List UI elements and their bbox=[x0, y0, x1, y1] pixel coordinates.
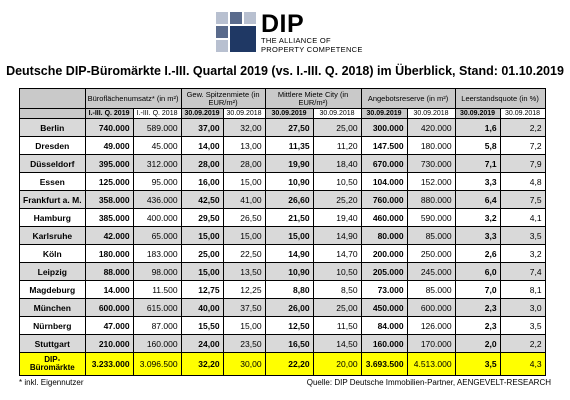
totals-cell: 32,20 bbox=[181, 353, 223, 376]
column-subheader: 30.09.2018 bbox=[223, 109, 265, 119]
table-cell: 160.000 bbox=[361, 335, 407, 353]
table-cell: 245.000 bbox=[407, 263, 455, 281]
table-cell: 15,50 bbox=[181, 317, 223, 335]
table-cell: 26,50 bbox=[223, 209, 265, 227]
table-cell: 460.000 bbox=[361, 209, 407, 227]
table-cell: 11,50 bbox=[313, 317, 361, 335]
table-cell: 15,00 bbox=[181, 227, 223, 245]
table-cell: 73.000 bbox=[361, 281, 407, 299]
totals-cell: 4,3 bbox=[500, 353, 545, 376]
table-cell: 8,50 bbox=[313, 281, 361, 299]
table-cell: 4,8 bbox=[500, 173, 545, 191]
group-header: Büroflächenumsatz* (in m²) bbox=[85, 89, 181, 109]
table-cell: 65.000 bbox=[133, 227, 181, 245]
table-cell: 40,00 bbox=[181, 299, 223, 317]
table-cell: 10,50 bbox=[313, 173, 361, 191]
table-cell: 19,90 bbox=[265, 155, 313, 173]
column-subheader: 30.09.2018 bbox=[500, 109, 545, 119]
table-cell: 13,00 bbox=[223, 137, 265, 155]
dip-logo-icon bbox=[216, 12, 256, 52]
totals-cell: 20,00 bbox=[313, 353, 361, 376]
table-cell: 3,3 bbox=[455, 173, 500, 191]
city-name: Hamburg bbox=[20, 209, 86, 227]
group-header: Angebotsreserve (in m²) bbox=[361, 89, 455, 109]
table-cell: 12,75 bbox=[181, 281, 223, 299]
table-group-header-row bbox=[20, 89, 546, 109]
dip-logo bbox=[216, 12, 416, 54]
table-cell: 615.000 bbox=[133, 299, 181, 317]
table-cell: 10,90 bbox=[265, 263, 313, 281]
table-cell: 589.000 bbox=[133, 119, 181, 137]
table-cell: 760.000 bbox=[361, 191, 407, 209]
table-cell: 183.000 bbox=[133, 245, 181, 263]
column-subheader: 30.09.2018 bbox=[407, 109, 455, 119]
table-subheader-row bbox=[20, 109, 546, 119]
source-note: Quelle: DIP Deutsche Immobilien-Partner, AENGEVELT-RESEARCH bbox=[306, 378, 551, 387]
table-cell: 385.000 bbox=[85, 209, 133, 227]
table-cell: 436.000 bbox=[133, 191, 181, 209]
table-cell: 312.000 bbox=[133, 155, 181, 173]
table-cell: 730.000 bbox=[407, 155, 455, 173]
column-subheader: 30.09.2019 bbox=[361, 109, 407, 119]
city-name: Leipzig bbox=[20, 263, 86, 281]
table-row bbox=[20, 317, 546, 335]
table-cell: 7,1 bbox=[455, 155, 500, 173]
table-cell: 5,8 bbox=[455, 137, 500, 155]
totals-row bbox=[20, 353, 546, 376]
table-cell: 15,00 bbox=[181, 263, 223, 281]
city-name: Magdeburg bbox=[20, 281, 86, 299]
table-cell: 7,5 bbox=[500, 191, 545, 209]
table-cell: 14,50 bbox=[313, 335, 361, 353]
table-cell: 27,50 bbox=[265, 119, 313, 137]
table-cell: 12,50 bbox=[265, 317, 313, 335]
table-row bbox=[20, 209, 546, 227]
table-cell: 95.000 bbox=[133, 173, 181, 191]
table-cell: 84.000 bbox=[361, 317, 407, 335]
table-cell: 147.500 bbox=[361, 137, 407, 155]
city-name: Berlin bbox=[20, 119, 86, 137]
table-cell: 37,50 bbox=[223, 299, 265, 317]
city-name: Karlsruhe bbox=[20, 227, 86, 245]
column-subheader: 30.09.2019 bbox=[455, 109, 500, 119]
table-row bbox=[20, 119, 546, 137]
table-cell: 26,00 bbox=[265, 299, 313, 317]
table-row bbox=[20, 191, 546, 209]
table-cell: 12,25 bbox=[223, 281, 265, 299]
table-cell: 420.000 bbox=[407, 119, 455, 137]
table-cell: 14,90 bbox=[265, 245, 313, 263]
table-row bbox=[20, 299, 546, 317]
table-cell: 126.000 bbox=[407, 317, 455, 335]
table-cell: 10,50 bbox=[313, 263, 361, 281]
table-cell: 7,2 bbox=[500, 137, 545, 155]
totals-cell: 3.233.000 bbox=[85, 353, 133, 376]
table-cell: 7,0 bbox=[455, 281, 500, 299]
table-cell: 1,6 bbox=[455, 119, 500, 137]
table-cell: 42,50 bbox=[181, 191, 223, 209]
table-cell: 400.000 bbox=[133, 209, 181, 227]
table-cell: 15,00 bbox=[223, 317, 265, 335]
table-cell: 15,00 bbox=[265, 227, 313, 245]
table-cell: 11.500 bbox=[133, 281, 181, 299]
table-cell: 14,70 bbox=[313, 245, 361, 263]
totals-label: DIP-Büromärkte bbox=[20, 353, 86, 376]
table-cell: 3,2 bbox=[455, 209, 500, 227]
table-row bbox=[20, 245, 546, 263]
totals-cell: 22,20 bbox=[265, 353, 313, 376]
table-cell: 14,00 bbox=[181, 137, 223, 155]
table-cell: 880.000 bbox=[407, 191, 455, 209]
office-market-table bbox=[19, 88, 546, 376]
table-cell: 18,40 bbox=[313, 155, 361, 173]
table-cell: 85.000 bbox=[407, 281, 455, 299]
table-row bbox=[20, 137, 546, 155]
table-cell: 25,00 bbox=[181, 245, 223, 263]
table-cell: 180.000 bbox=[407, 137, 455, 155]
table-row bbox=[20, 155, 546, 173]
table-cell: 2,2 bbox=[500, 335, 545, 353]
table-cell: 3,3 bbox=[455, 227, 500, 245]
table-cell: 395.000 bbox=[85, 155, 133, 173]
column-subheader: I.-III. Q. 2019 bbox=[85, 109, 133, 119]
city-name: Düsseldorf bbox=[20, 155, 86, 173]
table-cell: 98.000 bbox=[133, 263, 181, 281]
group-header: Mittlere Miete City (in EUR/m²) bbox=[265, 89, 361, 109]
table-cell: 3,2 bbox=[500, 245, 545, 263]
table-cell: 16,50 bbox=[265, 335, 313, 353]
dip-logo-text bbox=[261, 11, 363, 54]
corner-cell bbox=[20, 89, 86, 109]
city-name: Köln bbox=[20, 245, 86, 263]
table-cell: 600.000 bbox=[85, 299, 133, 317]
table-cell: 25,20 bbox=[313, 191, 361, 209]
table-cell: 4,1 bbox=[500, 209, 545, 227]
table-cell: 2,3 bbox=[455, 299, 500, 317]
table-row bbox=[20, 227, 546, 245]
table-cell: 8,1 bbox=[500, 281, 545, 299]
table-cell: 740.000 bbox=[85, 119, 133, 137]
city-name: Frankfurt a. M. bbox=[20, 191, 86, 209]
column-subheader: 30.09.2019 bbox=[265, 109, 313, 119]
table-cell: 11,20 bbox=[313, 137, 361, 155]
table-cell: 85.000 bbox=[407, 227, 455, 245]
totals-cell: 3.693.500 bbox=[361, 353, 407, 376]
table-cell: 104.000 bbox=[361, 173, 407, 191]
table-cell: 37,00 bbox=[181, 119, 223, 137]
column-subheader: 30.09.2018 bbox=[313, 109, 361, 119]
table-cell: 2,0 bbox=[455, 335, 500, 353]
corner-cell bbox=[20, 109, 86, 119]
table-cell: 19,40 bbox=[313, 209, 361, 227]
table-cell: 180.000 bbox=[85, 245, 133, 263]
table-cell: 210.000 bbox=[85, 335, 133, 353]
table-cell: 152.000 bbox=[407, 173, 455, 191]
table-cell: 3,5 bbox=[500, 227, 545, 245]
table-cell: 15,00 bbox=[223, 173, 265, 191]
table-cell: 80.000 bbox=[361, 227, 407, 245]
table-cell: 170.000 bbox=[407, 335, 455, 353]
table-cell: 14.000 bbox=[85, 281, 133, 299]
logo-tagline-1: THE ALLIANCE OF bbox=[261, 36, 331, 45]
table-cell: 29,50 bbox=[181, 209, 223, 227]
table-cell: 2,2 bbox=[500, 119, 545, 137]
table-cell: 23,50 bbox=[223, 335, 265, 353]
table-cell: 8,80 bbox=[265, 281, 313, 299]
table-cell: 160.000 bbox=[133, 335, 181, 353]
table-row bbox=[20, 263, 546, 281]
table-cell: 200.000 bbox=[361, 245, 407, 263]
totals-cell: 4.513.000 bbox=[407, 353, 455, 376]
table-cell: 24,00 bbox=[181, 335, 223, 353]
footnote: * inkl. Eigennutzer bbox=[19, 378, 84, 387]
table-cell: 26,60 bbox=[265, 191, 313, 209]
table-cell: 21,50 bbox=[265, 209, 313, 227]
table-cell: 125.000 bbox=[85, 173, 133, 191]
table-cell: 7,9 bbox=[500, 155, 545, 173]
table-cell: 42.000 bbox=[85, 227, 133, 245]
table-cell: 7,4 bbox=[500, 263, 545, 281]
city-name: Essen bbox=[20, 173, 86, 191]
city-name: München bbox=[20, 299, 86, 317]
table-cell: 600.000 bbox=[407, 299, 455, 317]
group-header: Leerstandsquote (in %) bbox=[455, 89, 545, 109]
table-cell: 14,90 bbox=[313, 227, 361, 245]
table-cell: 28,00 bbox=[223, 155, 265, 173]
table-cell: 450.000 bbox=[361, 299, 407, 317]
column-subheader: I.-III. Q. 2018 bbox=[133, 109, 181, 119]
table-cell: 45.000 bbox=[133, 137, 181, 155]
table-cell: 88.000 bbox=[85, 263, 133, 281]
table-cell: 47.000 bbox=[85, 317, 133, 335]
table-cell: 2,3 bbox=[455, 317, 500, 335]
table-cell: 25,00 bbox=[313, 299, 361, 317]
table-cell: 250.000 bbox=[407, 245, 455, 263]
totals-cell: 30,00 bbox=[223, 353, 265, 376]
table-cell: 11,35 bbox=[265, 137, 313, 155]
table-row bbox=[20, 335, 546, 353]
table-cell: 300.000 bbox=[361, 119, 407, 137]
page-title: Deutsche DIP-Büromärkte I.-III. Quartal 2019 (vs. I.-III. Q. 2018) im Überblick, Stand: 01.10.2019 bbox=[6, 64, 564, 78]
table-cell: 41,00 bbox=[223, 191, 265, 209]
column-subheader: 30.09.2019 bbox=[181, 109, 223, 119]
table-cell: 15,00 bbox=[223, 227, 265, 245]
table-cell: 2,6 bbox=[455, 245, 500, 263]
table-cell: 3,0 bbox=[500, 299, 545, 317]
logo-tagline-2: PROPERTY COMPETENCE bbox=[261, 44, 363, 54]
table-cell: 205.000 bbox=[361, 263, 407, 281]
table-cell: 28,00 bbox=[181, 155, 223, 173]
table-cell: 358.000 bbox=[85, 191, 133, 209]
table-cell: 3,5 bbox=[500, 317, 545, 335]
logo-name: DIP bbox=[261, 10, 305, 38]
table-cell: 6,4 bbox=[455, 191, 500, 209]
table-cell: 590.000 bbox=[407, 209, 455, 227]
city-name: Nürnberg bbox=[20, 317, 86, 335]
table-cell: 22,50 bbox=[223, 245, 265, 263]
table-cell: 87.000 bbox=[133, 317, 181, 335]
table-cell: 32,00 bbox=[223, 119, 265, 137]
group-header: Gew. Spitzenmiete (in EUR/m²) bbox=[181, 89, 265, 109]
table-cell: 25,00 bbox=[313, 119, 361, 137]
totals-cell: 3,5 bbox=[455, 353, 500, 376]
city-name: Dresden bbox=[20, 137, 86, 155]
table-cell: 13,50 bbox=[223, 263, 265, 281]
totals-cell: 3.096.500 bbox=[133, 353, 181, 376]
city-name: Stuttgart bbox=[20, 335, 86, 353]
table-cell: 6,0 bbox=[455, 263, 500, 281]
table-row bbox=[20, 173, 546, 191]
table-cell: 16,00 bbox=[181, 173, 223, 191]
table-cell: 670.000 bbox=[361, 155, 407, 173]
table-row bbox=[20, 281, 546, 299]
table-cell: 49.000 bbox=[85, 137, 133, 155]
table-cell: 10,90 bbox=[265, 173, 313, 191]
